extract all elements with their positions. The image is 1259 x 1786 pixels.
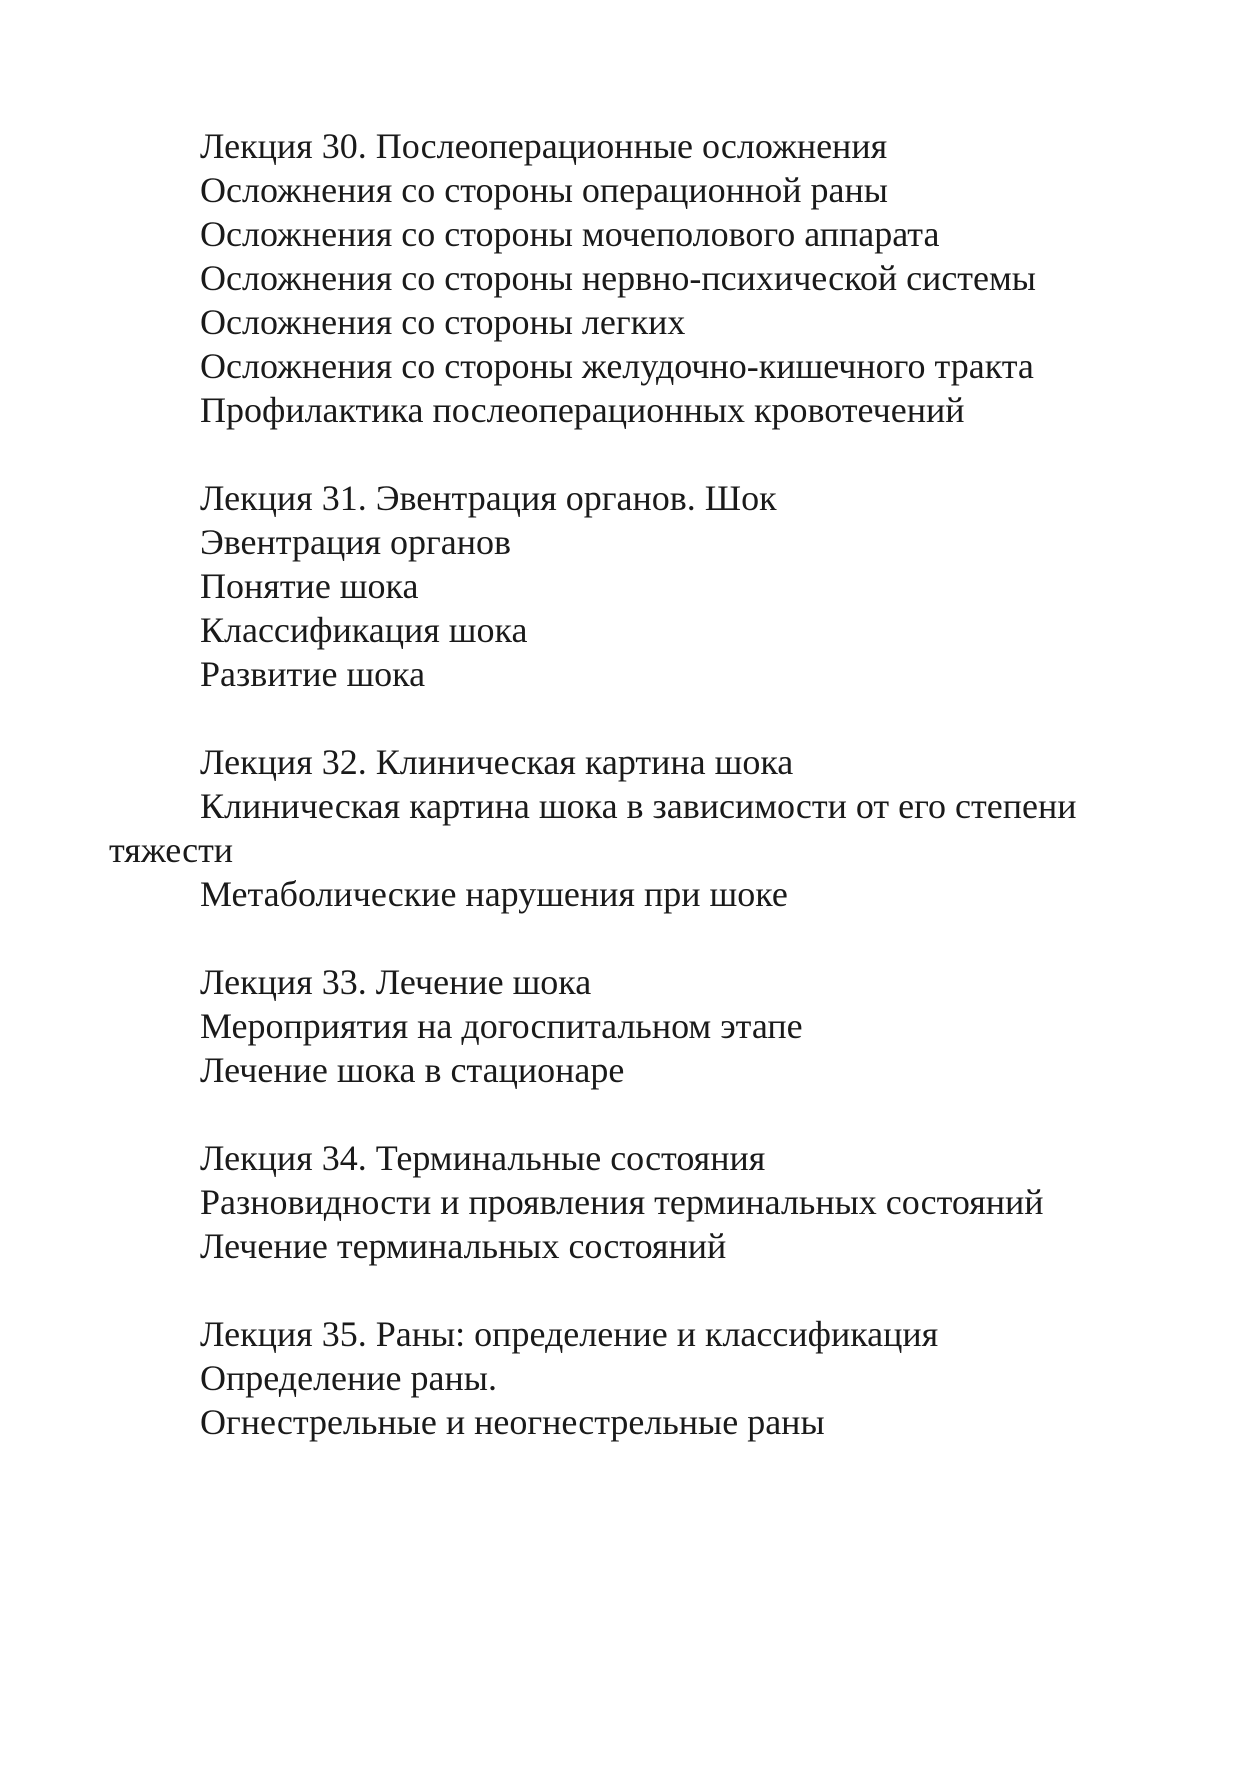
lecture-section (109, 740, 1149, 916)
topic-line: Развитие шока (200, 654, 426, 694)
topic-line: Метаболические нарушения при шоке (200, 874, 788, 914)
topic-line: Лечение терминальных состояний (200, 1226, 727, 1266)
topic-line: Мероприятия на догоспитальном этапе (200, 1006, 803, 1046)
lecture-outline (109, 124, 1149, 1488)
topic-line: Осложнения со стороны мочеполового аппарата (200, 214, 940, 254)
topic-line: Огнестрельные и неогнестрельные раны (200, 1402, 825, 1442)
topic-line: Определение раны. (200, 1358, 497, 1398)
topic-line: Клиническая картина шока в зависимости от его степени тяжести (109, 786, 1077, 870)
topic-line: Классификация шока (200, 610, 528, 650)
topic-line: Осложнения со стороны легких (200, 302, 686, 342)
topic-line: Осложнения со стороны желудочно-кишечного тракта (200, 346, 1034, 386)
lecture-title: Лекция 34. Терминальные состояния (200, 1138, 766, 1178)
lecture-section (109, 124, 1149, 432)
topic-line: Осложнения со стороны нервно-психической системы (200, 258, 1036, 298)
topic-line: Эвентрация органов (200, 522, 512, 562)
lecture-title: Лекция 31. Эвентрация органов. Шок (200, 478, 777, 518)
topic-line: Осложнения со стороны операционной раны (200, 170, 888, 210)
topic-line: Разновидности и проявления терминальных состояний (200, 1182, 1044, 1222)
lecture-title: Лекция 30. Послеоперационные осложнения (200, 126, 888, 166)
lecture-section (109, 1312, 1149, 1444)
lecture-section (109, 1136, 1149, 1268)
lecture-title: Лекция 35. Раны: определение и классификация (200, 1314, 939, 1354)
lecture-title: Лекция 33. Лечение шока (200, 962, 592, 1002)
lecture-section (109, 476, 1149, 696)
lecture-section (109, 960, 1149, 1092)
topic-line: Профилактика послеоперационных кровотечений (200, 390, 965, 430)
topic-line: Понятие шока (200, 566, 419, 606)
topic-line: Лечение шока в стационаре (200, 1050, 625, 1090)
lecture-title: Лекция 32. Клиническая картина шока (200, 742, 794, 782)
